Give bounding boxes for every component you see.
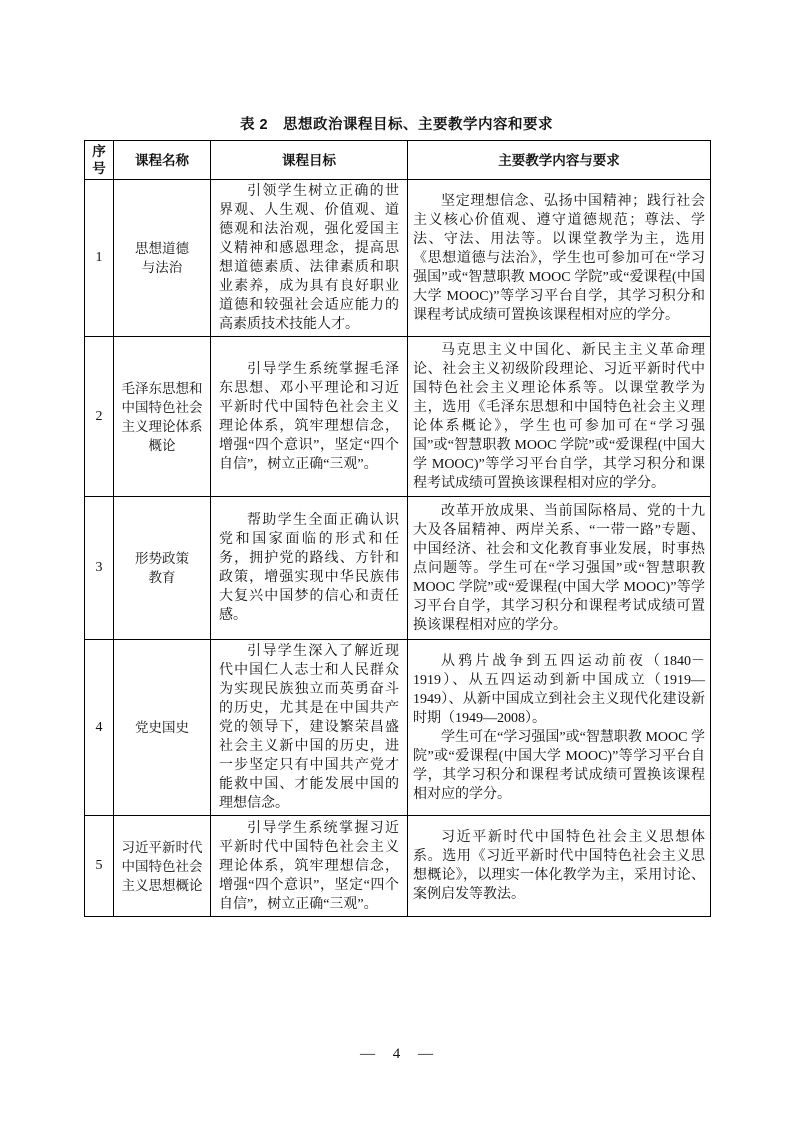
table-header-row xyxy=(85,141,711,180)
objective-paragraph: 帮助学生全面正确认识党和国家面临的形式和任务，拥护党的路线、方针和政策，增强实现中华民族伟大复兴中国梦的信心和责任感。 xyxy=(219,513,399,623)
course-name-line: 中国特色社会 xyxy=(121,858,203,874)
content-paragraph: 学生可在“学习强国”或“智慧职教 MOOC 学院”或“爱课程(中国大学 MOOC)”等学习平台自学，其学习积分和课程考试成绩可置换该课程相对应的学分。 xyxy=(413,729,705,802)
objective-paragraph: 引导学生系统掌握习近平新时代中国特色社会主义理论体系，筑牢理想信念，增强“四个意识”，坚定“四个自信”，树立正确“三观”。 xyxy=(219,820,399,912)
course-objective-cell xyxy=(211,337,408,497)
course-name-cell xyxy=(114,497,211,640)
column-header-number: 序号 xyxy=(85,141,114,180)
course-name-line: 概论 xyxy=(148,437,176,453)
table-row xyxy=(85,497,711,640)
column-header-course: 课程名称 xyxy=(114,141,211,180)
course-name-line: 中国特色社会 xyxy=(121,399,203,415)
table-title: 表 2 思想政治课程目标、主要教学内容和要求 xyxy=(239,117,554,133)
content-paragraph: 马克思主义中国化、新民主主义革命理论、社会主义初级阶段理论、习近平新时代中国特色社会主义理论体系等。以课堂教学为主，选用《毛泽东思想和中国特色社会主义理论体系概论》，学生也可参加可在“学习强国”或“智慧职教 MOOC 学院”或“爱课程(中国大学 MOOC)”等学习平台自学，其学习积分和课程考试成绩可置换该课程相对应的学分。 xyxy=(413,342,705,491)
course-name-cell xyxy=(114,816,211,917)
content-paragraph: 习近平新时代中国特色社会主义思想体系。选用《习近平新时代中国特色社会主义思想概论》，以理实一体化教学为主，采用讨论、案例启发等教法。 xyxy=(413,830,705,902)
table-row xyxy=(85,180,711,337)
teaching-content-cell xyxy=(408,497,711,640)
course-name-line: 毛泽东思想和 xyxy=(121,380,203,396)
row-number-cell: 5 xyxy=(85,816,114,917)
table-row xyxy=(85,337,711,497)
course-name-line: 教育 xyxy=(148,570,176,585)
teaching-content-cell xyxy=(408,180,711,337)
course-name-line: 思想道德 xyxy=(135,241,189,256)
course-name-line: 主义思想概论 xyxy=(121,877,203,893)
objective-paragraph: 引导学生系统掌握毛泽东思想、邓小平理论和习近平新时代中国特色社会主义理论体系，筑牢理想信念，增强“四个意识”，坚定“四个自信”，树立正确“三观”。 xyxy=(219,361,399,472)
row-number-cell: 3 xyxy=(85,497,114,640)
course-name-cell xyxy=(114,180,211,337)
table-body xyxy=(85,180,711,917)
page-number: — 4 — xyxy=(360,1046,433,1062)
row-number-cell: 1 xyxy=(85,180,114,337)
content-paragraph: 坚定理想信念、弘扬中国精神；践行社会主义核心价值观、遵守道德规范；尊法、学法、守法、用法等。以课堂教学为主，选用《思想道德与法治》，学生也可参加可在“学习强国”或“智慧职教 MOOC 学院”或“爱课程(中国大学 MOOC)”等学习平台自学，其学习积分和课程考试成绩可置换该课程相对应的学分。 xyxy=(413,193,705,323)
column-header-objective: 课程目标 xyxy=(211,141,408,180)
course-table xyxy=(84,140,711,917)
objective-paragraph: 引导学生深入了解近现代中国仁人志士和人民群众为实现民族独立而英勇奋斗的历史，尤其是在中国共产党的领导下，建设繁荣昌盛社会主义新中国的历史，进一步坚定只有中国共产党才能救中国、才能发展中国的理想信念。 xyxy=(219,644,399,811)
content-paragraph: 改革开放成果、当前国际格局、党的十九大及各届精神、两岸关系、“一带一路”专题、中国经济、社会和文化教育事业发展，时事热点问题等。学生可在“学习强国”或“智慧职教 MOOC 学院”或“爱课程(中国大学 MOOC)”等学习平台自学，其学习积分和课程考试成绩可置换该课程相对应的学分。 xyxy=(413,503,705,633)
column-header-content: 主要教学内容与要求 xyxy=(408,141,711,180)
course-name-line: 党史国史 xyxy=(135,720,189,735)
course-objective-cell xyxy=(211,180,408,337)
course-name-line: 主义理论体系 xyxy=(121,418,203,434)
objective-paragraph: 引领学生树立正确的世界观、人生观、价值观、道德观和法治观，强化爱国主义精神和感恩理念，提高思想道德素质、法律素质和职业素养，成为具有良好职业道德和较强社会适应能力的高素质技术技能人才。 xyxy=(219,184,399,332)
course-objective-cell xyxy=(211,497,408,640)
teaching-content-cell xyxy=(408,337,711,497)
course-name-line: 与法治 xyxy=(141,260,183,275)
course-name-line: 习近平新时代 xyxy=(121,839,203,855)
course-objective-cell xyxy=(211,640,408,816)
teaching-content-cell xyxy=(408,816,711,917)
row-number-cell: 2 xyxy=(85,337,114,497)
teaching-content-cell xyxy=(408,640,711,816)
row-number-cell: 4 xyxy=(85,640,114,816)
table-row xyxy=(85,816,711,917)
course-objective-cell xyxy=(211,816,408,917)
table-row xyxy=(85,640,711,816)
course-name-line: 形势政策 xyxy=(135,551,189,566)
course-name-cell xyxy=(114,337,211,497)
course-name-cell xyxy=(114,640,211,816)
content-paragraph: 从鸦片战争到五四运动前夜（1840－1919）、从五四运动到新中国成立（1919—1949）、从新中国成立到社会主义现代化建设新时期（1949—2008）。 xyxy=(413,653,705,726)
